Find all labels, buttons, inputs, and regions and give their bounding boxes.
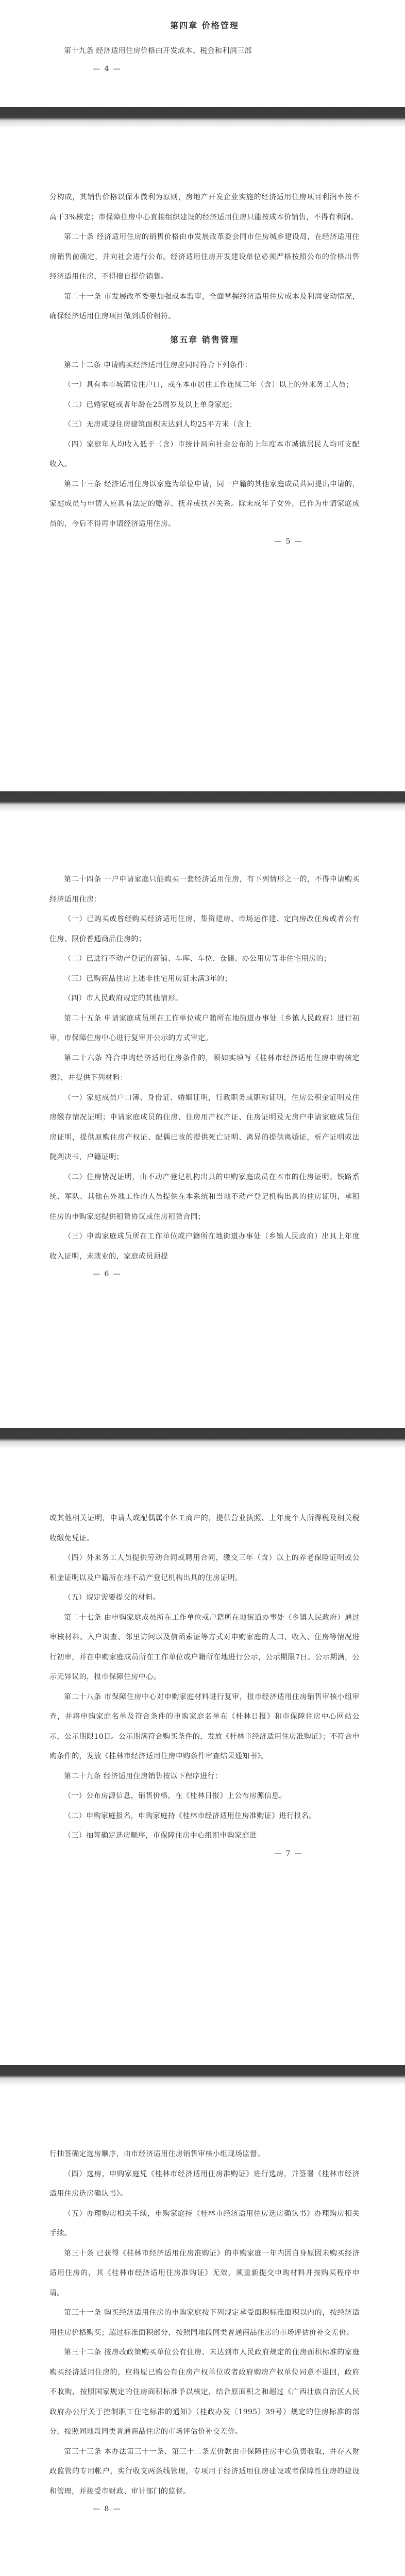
page-content xyxy=(0,2114,405,2517)
article-29: 第二十九条 经济适用住房销售按以下程序进行： xyxy=(64,1772,223,1781)
page-content xyxy=(0,1478,405,1861)
article-26: 第二十六条 符合申购经济适用住房条件的，须如实填写《桂林市经济适用住房申购核定表》，并提供下列材料： xyxy=(49,1054,360,1082)
page-6 xyxy=(0,841,405,1428)
article-25: 第二十五条 申请家庭成员所在工作单位或户籍所在地街道办事处（乡镇人民政府）进行初审，市保障住房中心进行复审并公示的方式审定。 xyxy=(49,1014,360,1042)
article-22: 第二十二条 申请购买经济适用住房应同时符合下列条件： xyxy=(64,361,252,369)
article-23: 第二十三条 经济适用住房以家庭为单位申请，同一户籍的其他家庭成员共同提出申请的，家庭成员与申请人应具有法定的赡养、抚养或扶养关系。除未成年子女外，已作为申请家庭成员的，今后不得再申请经济适用住房。 xyxy=(49,480,360,528)
article-33: 第三十三条 本办法第三十一条、第三十二条差价款由市保障住房中心负责收取，并存入财政监管的专用帐户，实行收支两条线管理，专项用于经济适用住房建设或者保障性住房的建设和管理，并接受市财政、审计部门的监督。 xyxy=(49,2447,360,2496)
article-24-item-3: （三）已购商品住房上述非住宅用房证未满3年的； xyxy=(64,974,232,983)
page-8 xyxy=(0,2114,405,2576)
paragraph-continuation: 或其他相关证明，申请人或配偶属个体工商户的，提供营业执照、上年度个人所得税及相关税收缴免凭证。 xyxy=(49,1514,360,1543)
article-29-item-4: （四）选房，申购家庭凭《桂林市经济适用住房准购证》进行选房，并签署《桂林市经济适用住房选房确认书》。 xyxy=(49,2170,360,2198)
article-20: 第二十条 经济适用住房的销售价格由市发展改革委会同市住房城乡建设局，在经济适用住房销售前确定，并向社会进行公布。经济适用住房开发建设单位必须严格按照公布的价格出售经济适用住房，不得擅自提价销售。 xyxy=(49,233,360,281)
page-number: — 7 — xyxy=(274,1849,303,1858)
chapter-5-title: 第五章 销售管理 xyxy=(170,334,239,345)
article-26-item-5: （五）规定需要提交的材料。 xyxy=(64,1594,161,1602)
article-29-item-5: （五）办理购房相关手续，申购家庭持《桂林市经济适用住房选房确认书》办理购房相关手续。 xyxy=(49,2209,360,2238)
page-7 xyxy=(0,1478,405,2065)
page-divider xyxy=(0,2065,405,2114)
article-30: 第三十条 已获得《桂林市经济适用住房准购证》的申购家庭一年内因自身原因未购买经济适用住房的，其《桂林市经济适用住房准购证》无效，须重新提交申购材料并按购买程序申请。 xyxy=(49,2249,360,2297)
page-5 xyxy=(0,157,405,791)
article-22-item-1: （一）具有本市城镇常住户口，或在本市居住工作连续三年（含）以上的外来务工人员； xyxy=(64,381,353,389)
page-number: — 4 — xyxy=(93,64,122,73)
article-24-item-2: （二）已进行不动产登记的商铺、车库、车位、仓储、办公用房等非住宅用房的； xyxy=(64,955,331,963)
page-4-fragment xyxy=(0,0,405,107)
article-31: 第三十一条 购买经济适用住房的申购家庭按下列规定承受面积标准面积以内的，按经济适用住房价格购买；超过标准面积部分，按照同地段同类普通商品住房的市场评估价补交差价。 xyxy=(49,2309,360,2337)
article-27: 第二十七条 由申购家庭成员所在工作单位或户籍所在地街道办事处（乡镇人民政府）通过审核材料、入户调查、邻里访问以及信函索证等方式对申购家庭的人口、收入、住房等情况进行初审，并在申购家庭成员所在工作单位或户籍所在地进行公示，公示期限7日。公示期满，公示无异议的，报市保障住房中心。 xyxy=(49,1613,360,1681)
page-divider xyxy=(0,107,405,157)
article-28: 第二十八条 市保障住房中心对申购家庭材料进行复审，报市经济适用住房销售审核小组审查，并将申购家庭名单及符合条件的申购家庭名单在《桂林日报》和市保障住房中心网站公示，公示期限10日。公示期满符合购买条件的，发放《桂林市经济适用住房准购证》；不符合申购条件的，发放《桂林市经济适用住房申购条件审查结果通知书》。 xyxy=(49,1692,360,1760)
article-24: 第二十四条 一户申请家庭只能购买一套经济适用住房，有下列情形之一的，不得申请购买经济适用住房： xyxy=(49,875,360,904)
article-22-item-2: （二）已婚家庭或者年龄在25周岁及以上单身家庭； xyxy=(64,400,237,409)
page-number: — 6 — xyxy=(93,1270,122,1278)
article-22-item-3: （三）无房或现住房建筑面积未达到人均25平方米（含上 xyxy=(64,420,252,429)
page-content xyxy=(0,841,405,1282)
article-26-item-2: （二）住房情况证明，由不动产登记机构出具的申购家庭成员在本市的住房证明。铁路系统、军队、其他在外地工作的人员提供在本系统和当地不动产登记机构出具的住房证明，承租住房的申购家庭提供租赁协议或住房租赁合同； xyxy=(49,1173,360,1221)
article-24-item-4: （四）市人民政府规定的其他情形。 xyxy=(64,994,183,1003)
article-29-item-2: （二）申购家庭报名，申购家庭持《桂林市经济适用住房准购证》进行报名。 xyxy=(64,1811,316,1820)
article-26-item-4: （四）外来务工人员提供劳动合同或聘用合同，缴交三年（含）以上的养老保险证明或公积金证明以及户籍所在地不动产登记机构出具的住房证明。 xyxy=(49,1554,360,1582)
page-divider xyxy=(0,1428,405,1478)
article-19: 第十九条 经济适用住房价格由开发成本、税金和利润三部 xyxy=(64,47,252,55)
paragraph-continuation: 行抽签确定选房顺序，由市经济适用住房销售审核小组现场监督。 xyxy=(49,2150,265,2158)
chapter-4-title: 第四章 价格管理 xyxy=(170,21,239,30)
page-divider xyxy=(0,791,405,841)
article-29-item-1: （一）公布房源信息，销售价格，在《桂林日报》上公布房源信息。 xyxy=(64,1792,286,1800)
article-29-item-3: （三）抽签确定选房顺序，市保障住房中心组织申购家庭进 xyxy=(64,1832,257,1840)
article-24-item-1: （一）已购买或曾经购买经济适用住房、集资建房、市场运作建、定向房改住房或者公有住房、限价普通商品住房的； xyxy=(49,915,360,943)
article-32: 第三十二条 按房改政策购买单位公有住房、未达到市人民政府规定的住房面积标准的家庭购买经济适用住房的，应将原已购公有住房产权单位或者政府购房产权单位同意不退回，政府不收购，按照国家规定的住房面积标准予以核定，结合原面积之和超过《广西壮族自治区人民政府办公厅关于控制职工住宅标准的通知》（桂政办发〔1995〕39号）规定的住房标准的部分，按照同地段同类普通商品住房的市场评估价补交差价。 xyxy=(49,2348,360,2436)
article-26-item-1: （一）家庭成员户口簿、身份证、婚姻证明，行政职务或职称证明，住房公积金证明及住房缴存情况证明；申请家庭成员的住房、住房用产权产证、住房证明及无房户申请家庭成员住房证明，提供原购住房产权证、配偶已故的提供死亡证明、离异的提供离婚证，析产证明或法院判决书，户籍证明； xyxy=(49,1093,360,1161)
article-22-item-4: （四）家庭年人均收入低于（含）市统计局向社会公布的上年度本市城镇居民人均可支配收入。 xyxy=(49,440,360,468)
page-content xyxy=(0,157,405,549)
article-21: 第二十一条 市发展改革委要加强成本监审，全面掌握经济适用住房成本及利润变动情况，确保经济适用住房项目做到质价相符。 xyxy=(49,292,360,320)
page-number: — 8 — xyxy=(93,2505,122,2513)
paragraph-continuation: 分构成，其销售价格以保本微利为原则，房地产开发企业实施的经济适用住房项目利润率按不高于3%核定；市保障住房中心直接组织建设的经济适用住房只能按成本价销售，不得有利润。 xyxy=(49,193,360,222)
article-26-item-3: （三）申购家庭成员所在工作单位或户籍所在地街道办事处（乡镇人民政府）出具上年度收入证明，未就业的，家庭成员须提 xyxy=(49,1232,360,1261)
page-content xyxy=(0,0,405,77)
page-number: — 5 — xyxy=(274,537,303,546)
